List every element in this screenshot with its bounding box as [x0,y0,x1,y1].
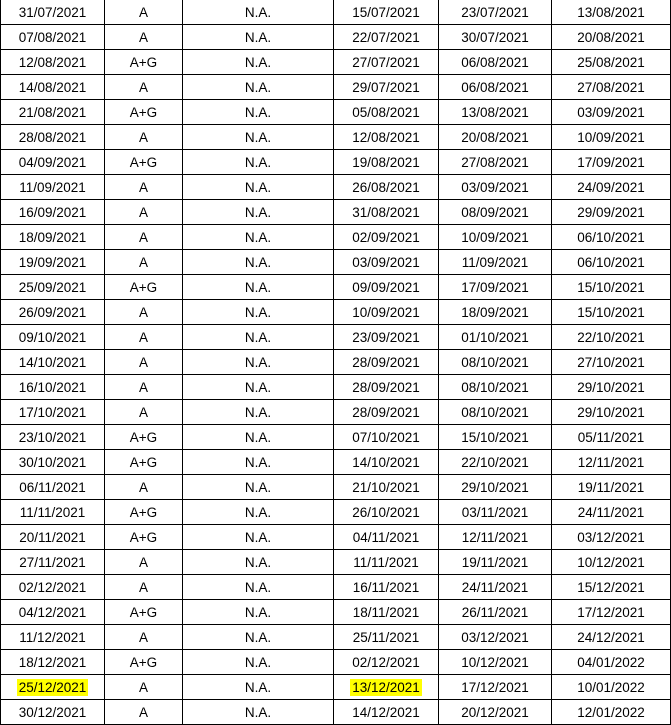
mid-date-cell: 08/10/2021 [439,350,552,375]
status-cell: N.A. [183,150,334,175]
table-row [1,650,671,675]
status-cell: N.A. [183,125,334,150]
start-date-cell: 18/11/2021 [334,600,439,625]
mid-date-cell: 06/08/2021 [439,50,552,75]
status-cell: N.A. [183,225,334,250]
status-cell: N.A. [183,450,334,475]
date-cell: 04/12/2021 [1,600,105,625]
date-cell: 21/08/2021 [1,100,105,125]
type-cell: A [105,575,183,600]
start-date-cell: 31/08/2021 [334,200,439,225]
mid-date-cell: 11/09/2021 [439,250,552,275]
start-date-cell: 09/09/2021 [334,275,439,300]
start-date-cell: 11/11/2021 [334,550,439,575]
mid-date-cell: 08/10/2021 [439,375,552,400]
end-date-cell: 06/10/2021 [552,250,671,275]
start-date-cell: 10/09/2021 [334,300,439,325]
mid-date-cell: 20/12/2021 [439,700,552,725]
end-date-cell: 10/12/2021 [552,550,671,575]
mid-date-cell: 13/08/2021 [439,100,552,125]
type-cell: A [105,200,183,225]
date-cell: 30/10/2021 [1,450,105,475]
type-cell: A+G [105,500,183,525]
status-cell: N.A. [183,425,334,450]
date-cell: 09/10/2021 [1,325,105,350]
table-row [1,675,671,700]
mid-date-cell: 24/11/2021 [439,575,552,600]
table-row [1,225,671,250]
end-date-cell: 10/01/2022 [552,675,671,700]
date-cell: 11/12/2021 [1,625,105,650]
mid-date-cell: 03/09/2021 [439,175,552,200]
mid-date-cell: 15/10/2021 [439,425,552,450]
status-cell: N.A. [183,250,334,275]
type-cell: A [105,0,183,25]
status-cell: N.A. [183,525,334,550]
mid-date-cell: 08/09/2021 [439,200,552,225]
status-cell: N.A. [183,50,334,75]
date-cell: 18/12/2021 [1,650,105,675]
end-date-cell: 15/12/2021 [552,575,671,600]
type-cell: A [105,350,183,375]
start-date-cell: 02/12/2021 [334,650,439,675]
status-cell: N.A. [183,400,334,425]
highlighted-text: 13/12/2021 [352,679,420,695]
end-date-cell: 27/10/2021 [552,350,671,375]
type-cell: A [105,475,183,500]
table-row [1,600,671,625]
table-row [1,325,671,350]
status-cell: N.A. [183,0,334,25]
date-cell: 06/11/2021 [1,475,105,500]
table-row [1,25,671,50]
start-date-cell: 26/08/2021 [334,175,439,200]
table-row [1,175,671,200]
type-cell: A [105,125,183,150]
status-cell: N.A. [183,75,334,100]
status-cell: N.A. [183,700,334,725]
date-cell: 28/08/2021 [1,125,105,150]
start-date-cell: 27/07/2021 [334,50,439,75]
status-cell: N.A. [183,275,334,300]
status-cell: N.A. [183,100,334,125]
date-cell: 23/10/2021 [1,425,105,450]
table-row [1,575,671,600]
end-date-cell: 29/10/2021 [552,400,671,425]
status-cell: N.A. [183,675,334,700]
start-date-cell: 03/09/2021 [334,250,439,275]
mid-date-cell: 26/11/2021 [439,600,552,625]
table-row [1,475,671,500]
mid-date-cell: 10/12/2021 [439,650,552,675]
date-cell: 12/08/2021 [1,50,105,75]
end-date-cell: 24/12/2021 [552,625,671,650]
start-date-cell: 15/07/2021 [334,0,439,25]
date-cell: 31/07/2021 [1,0,105,25]
table-row [1,375,671,400]
type-cell: A+G [105,525,183,550]
status-cell: N.A. [183,600,334,625]
status-cell: N.A. [183,550,334,575]
mid-date-cell: 29/10/2021 [439,475,552,500]
end-date-cell: 05/11/2021 [552,425,671,450]
table-row [1,125,671,150]
type-cell: A [105,300,183,325]
type-cell: A+G [105,50,183,75]
status-cell: N.A. [183,475,334,500]
type-cell: A+G [105,150,183,175]
end-date-cell: 15/10/2021 [552,275,671,300]
end-date-cell: 29/09/2021 [552,200,671,225]
table-row [1,0,671,25]
table-row [1,550,671,575]
mid-date-cell: 27/08/2021 [439,150,552,175]
type-cell: A [105,75,183,100]
start-date-cell: 14/10/2021 [334,450,439,475]
status-cell: N.A. [183,625,334,650]
start-date-cell [334,675,439,700]
date-cell: 26/09/2021 [1,300,105,325]
status-cell: N.A. [183,325,334,350]
date-cell [1,675,105,700]
date-cell: 07/08/2021 [1,25,105,50]
start-date-cell: 05/08/2021 [334,100,439,125]
schedule-table-body [1,0,671,725]
type-cell: A [105,325,183,350]
type-cell: A+G [105,275,183,300]
table-row [1,425,671,450]
start-date-cell: 23/09/2021 [334,325,439,350]
type-cell: A [105,25,183,50]
end-date-cell: 19/11/2021 [552,475,671,500]
end-date-cell: 12/11/2021 [552,450,671,475]
date-cell: 16/10/2021 [1,375,105,400]
type-cell: A+G [105,100,183,125]
table-row [1,500,671,525]
mid-date-cell: 19/11/2021 [439,550,552,575]
status-cell: N.A. [183,200,334,225]
start-date-cell: 07/10/2021 [334,425,439,450]
table-row [1,350,671,375]
start-date-cell: 29/07/2021 [334,75,439,100]
table-row [1,200,671,225]
date-cell: 14/10/2021 [1,350,105,375]
status-cell: N.A. [183,25,334,50]
table-row [1,700,671,725]
type-cell: A+G [105,425,183,450]
start-date-cell: 12/08/2021 [334,125,439,150]
table-row [1,625,671,650]
date-cell: 11/09/2021 [1,175,105,200]
table-row [1,275,671,300]
start-date-cell: 28/09/2021 [334,375,439,400]
type-cell: A [105,550,183,575]
start-date-cell: 02/09/2021 [334,225,439,250]
mid-date-cell: 17/09/2021 [439,275,552,300]
start-date-cell: 26/10/2021 [334,500,439,525]
start-date-cell: 22/07/2021 [334,25,439,50]
date-cell: 17/10/2021 [1,400,105,425]
table-row [1,400,671,425]
end-date-cell: 03/12/2021 [552,525,671,550]
end-date-cell: 22/10/2021 [552,325,671,350]
type-cell: A [105,375,183,400]
mid-date-cell: 20/08/2021 [439,125,552,150]
mid-date-cell: 03/11/2021 [439,500,552,525]
end-date-cell: 17/09/2021 [552,150,671,175]
type-cell: A [105,400,183,425]
mid-date-cell: 06/08/2021 [439,75,552,100]
mid-date-cell: 12/11/2021 [439,525,552,550]
mid-date-cell: 30/07/2021 [439,25,552,50]
start-date-cell: 21/10/2021 [334,475,439,500]
date-cell: 04/09/2021 [1,150,105,175]
start-date-cell: 28/09/2021 [334,350,439,375]
start-date-cell: 19/08/2021 [334,150,439,175]
end-date-cell: 24/11/2021 [552,500,671,525]
type-cell: A+G [105,450,183,475]
table-row [1,150,671,175]
date-cell: 25/09/2021 [1,275,105,300]
mid-date-cell: 18/09/2021 [439,300,552,325]
type-cell: A [105,625,183,650]
table-row [1,75,671,100]
type-cell: A+G [105,650,183,675]
table-row [1,525,671,550]
status-cell: N.A. [183,350,334,375]
mid-date-cell: 01/10/2021 [439,325,552,350]
type-cell: A [105,225,183,250]
table-row [1,250,671,275]
date-cell: 18/09/2021 [1,225,105,250]
end-date-cell: 24/09/2021 [552,175,671,200]
end-date-cell: 25/08/2021 [552,50,671,75]
mid-date-cell: 17/12/2021 [439,675,552,700]
end-date-cell: 10/09/2021 [552,125,671,150]
mid-date-cell: 23/07/2021 [439,0,552,25]
status-cell: N.A. [183,575,334,600]
start-date-cell: 04/11/2021 [334,525,439,550]
date-cell: 30/12/2021 [1,700,105,725]
status-cell: N.A. [183,500,334,525]
date-cell: 16/09/2021 [1,200,105,225]
table-row [1,300,671,325]
start-date-cell: 14/12/2021 [334,700,439,725]
date-cell: 27/11/2021 [1,550,105,575]
end-date-cell: 29/10/2021 [552,375,671,400]
type-cell: A [105,700,183,725]
status-cell: N.A. [183,650,334,675]
type-cell: A [105,175,183,200]
end-date-cell: 03/09/2021 [552,100,671,125]
start-date-cell: 28/09/2021 [334,400,439,425]
end-date-cell: 13/08/2021 [552,0,671,25]
end-date-cell: 27/08/2021 [552,75,671,100]
type-cell: A+G [105,600,183,625]
mid-date-cell: 03/12/2021 [439,625,552,650]
start-date-cell: 16/11/2021 [334,575,439,600]
table-row [1,50,671,75]
end-date-cell: 17/12/2021 [552,600,671,625]
end-date-cell: 20/08/2021 [552,25,671,50]
end-date-cell: 04/01/2022 [552,650,671,675]
date-cell: 11/11/2021 [1,500,105,525]
date-cell: 14/08/2021 [1,75,105,100]
status-cell: N.A. [183,175,334,200]
start-date-cell: 25/11/2021 [334,625,439,650]
end-date-cell: 12/01/2022 [552,700,671,725]
table-row [1,100,671,125]
mid-date-cell: 08/10/2021 [439,400,552,425]
mid-date-cell: 10/09/2021 [439,225,552,250]
mid-date-cell: 22/10/2021 [439,450,552,475]
status-cell: N.A. [183,300,334,325]
date-cell: 19/09/2021 [1,250,105,275]
table-row [1,450,671,475]
type-cell: A [105,675,183,700]
type-cell: A [105,250,183,275]
date-cell: 20/11/2021 [1,525,105,550]
end-date-cell: 06/10/2021 [552,225,671,250]
status-cell: N.A. [183,375,334,400]
date-cell: 02/12/2021 [1,575,105,600]
highlighted-text: 25/12/2021 [18,679,87,695]
end-date-cell: 15/10/2021 [552,300,671,325]
